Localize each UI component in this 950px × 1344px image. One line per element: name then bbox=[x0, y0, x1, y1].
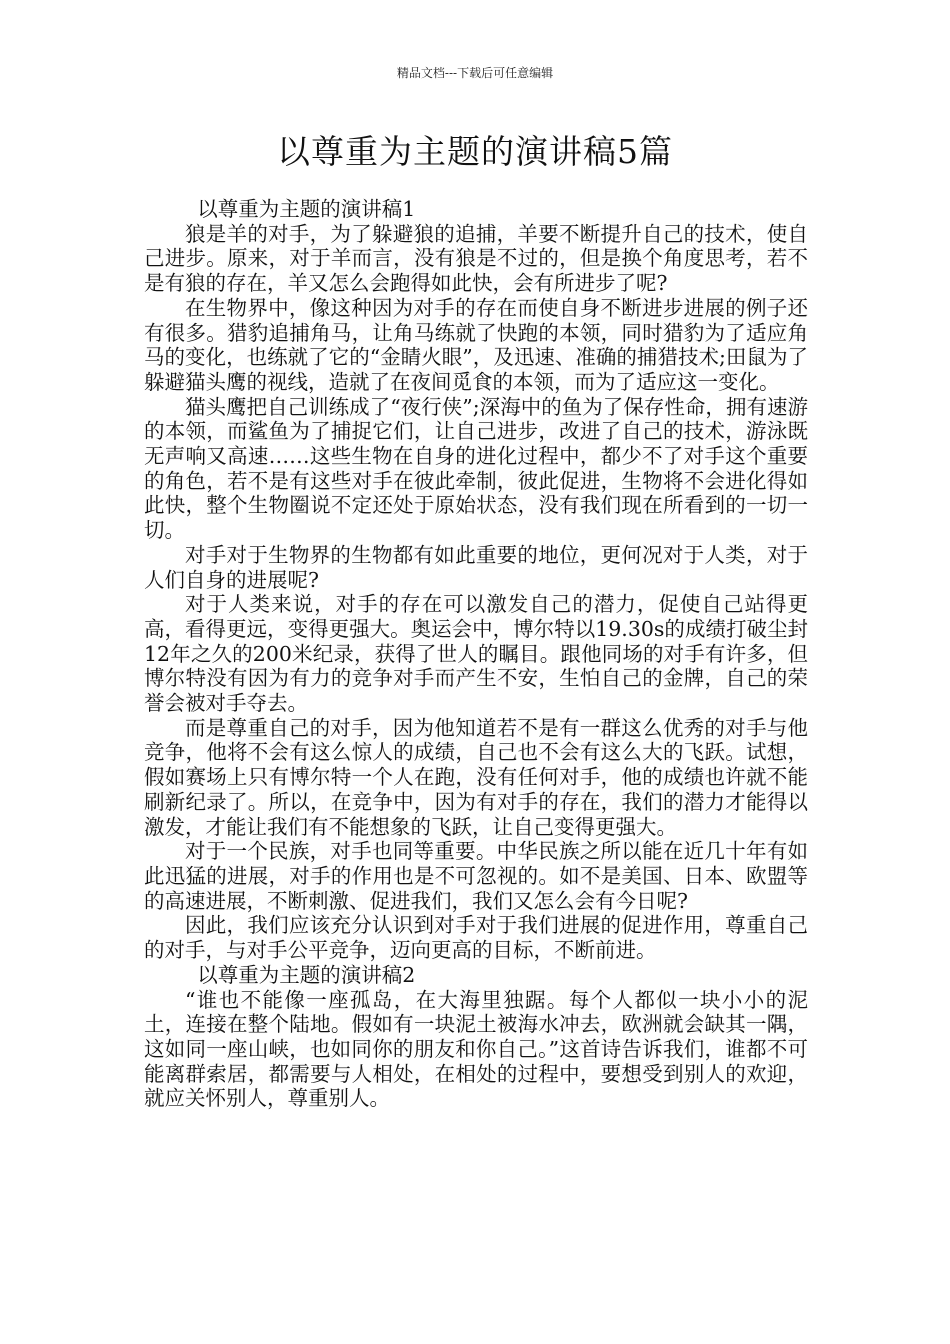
body-paragraph: 对手对于生物界的生物都有如此重要的地位，更何况对于人类，对于人们自身的进展呢? bbox=[144, 542, 808, 592]
document-title: 以尊重为主题的演讲稿5篇 bbox=[277, 132, 673, 171]
body-paragraph: 对于人类来说，对手的存在可以激发自己的潜力，促使自己站得更高，看得更远，变得更强大。奥运会中，博尔特以19.30s的成绩打破尘封12年之久的200米纪录，获得了世人的瞩目。跟他同场的对手有许多，但博尔特没有因为有力的竞争对手而产生不安，生怕自己的金牌，自己的荣誉会被对手夺去。 bbox=[144, 592, 808, 716]
document-body bbox=[144, 197, 808, 1111]
page-header: 精品文档---下载后可任意编辑 bbox=[396, 66, 554, 80]
body-paragraph: “谁也不能像一座孤岛，在大海里独踞。每个人都似一块小小的泥土，连接在整个陆地。假如有一块泥土被海水冲去，欧洲就会缺其一隅，这如同一座山峡，也如同你的朋友和你自己。”这首诗告诉我们，谁都不可能离群索居，都需要与人相处，在相处的过程中，要想受到别人的欢迎，就应关怀别人，尊重别人。 bbox=[144, 987, 808, 1111]
body-paragraph: 对于一个民族，对手也同等重要。中华民族之所以能在近几十年有如此迅猛的进展，对手的作用也是不可忽视的。如不是美国、日本、欧盟等的高速进展，不断刺激、促进我们，我们又怎么会有今日呢? bbox=[144, 839, 808, 913]
body-paragraph: 狼是羊的对手，为了躲避狼的追捕，羊要不断提升自己的技术，使自己进步。原来，对于羊而言，没有狼是不过的，但是换个角度思考，若不是有狼的存在，羊又怎么会跑得如此快，会有所进步了呢? bbox=[144, 221, 808, 296]
body-paragraph: 在生物界中，像这种因为对手的存在而使自身不断进步进展的例子还有很多。猎豹追捕角马，让角马练就了快跑的本领，同时猎豹为了适应角马的变化，也练就了它的“金睛火眼”，及迅速、准确的捕猎技术;田鼠为了躲避猫头鹰的视线，造就了在夜间觅食的本领，而为了适应这一变化。 bbox=[144, 295, 808, 394]
body-paragraph: 因此，我们应该充分认识到对手对于我们进展的促进作用，尊重自己的对手，与对手公平竞争，迈向更高的目标，不断前进。 bbox=[144, 913, 808, 963]
section-heading: 以尊重为主题的演讲稿1 bbox=[197, 197, 416, 221]
body-paragraph: 猫头鹰把自己训练成了“夜行侠”;深海中的鱼为了保存性命，拥有速游的本领，而鲨鱼为了捕捉它们，让自己进步，改进了自己的技术，游泳既无声响又高速……这些生物在自身的进化过程中，都少不了对手这个重要的角色，若不是有这些对手在彼此牵制，彼此促进，生物将不会进化得如此快，整个生物圈说不定还处于原始状态，没有我们现在所看到的一切一切。 bbox=[144, 394, 808, 543]
body-paragraph: 而是尊重自己的对手，因为他知道若不是有一群这么优秀的对手与他竞争，他将不会有这么惊人的成绩，自己也不会有这么大的飞跃。试想，假如赛场上只有博尔特一个人在跑，没有任何对手，他的成绩也许就不能刷新纪录了。所以，在竞争中，因为有对手的存在，我们的潜力才能得以激发，才能让我们有不能想象的飞跃，让自己变得更强大。 bbox=[144, 715, 808, 839]
section-heading: 以尊重为主题的演讲稿2 bbox=[197, 962, 416, 987]
